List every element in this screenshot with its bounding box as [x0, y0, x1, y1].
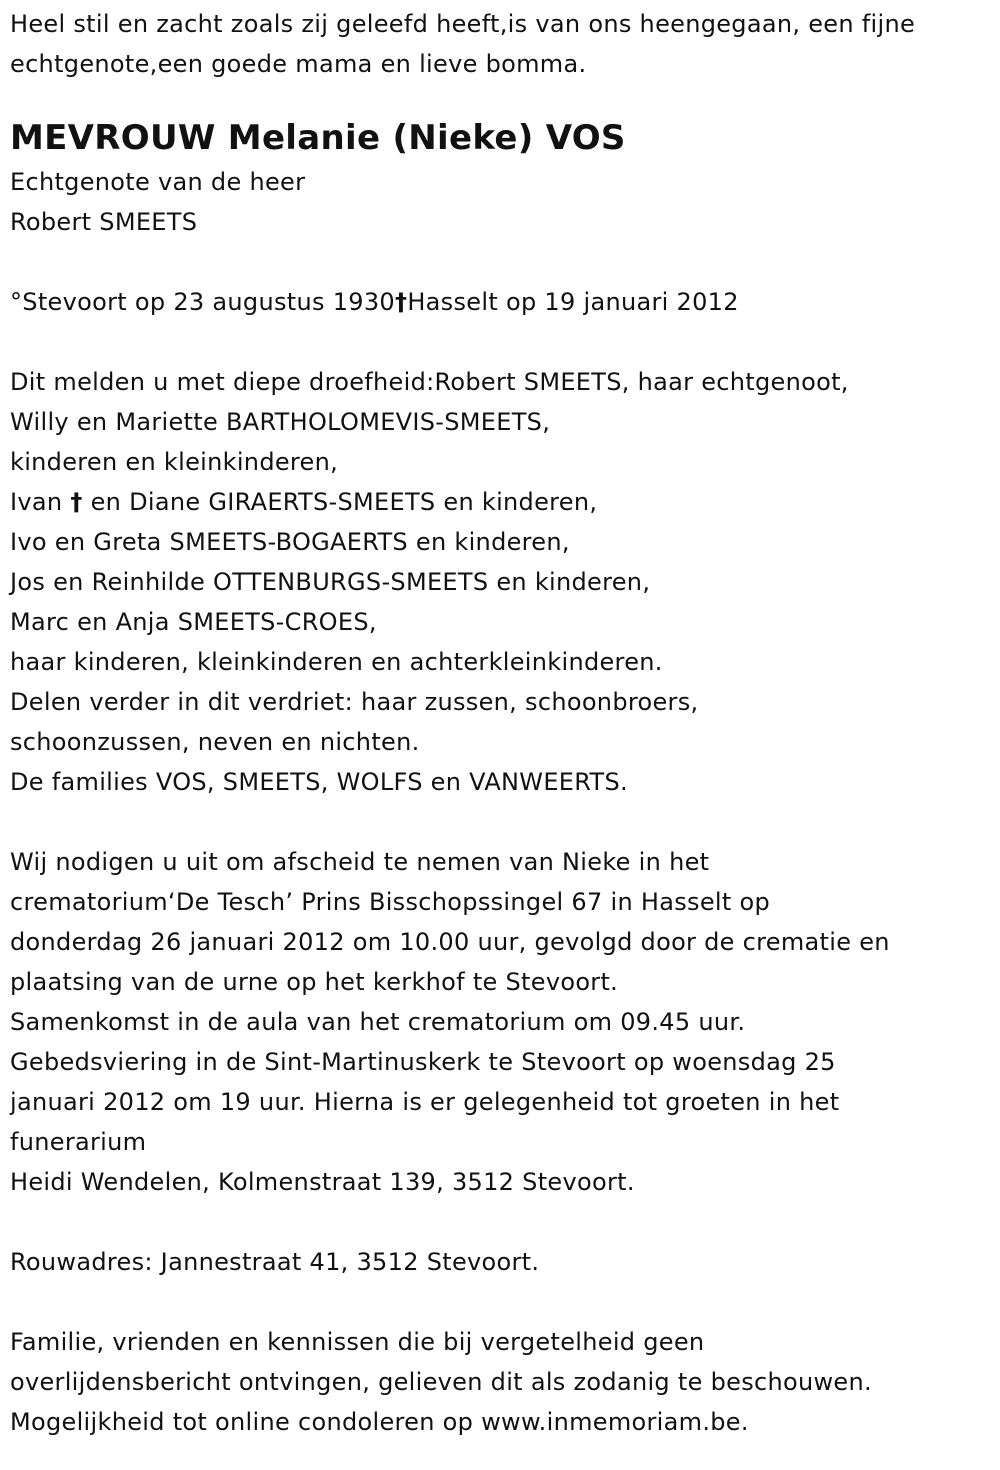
family-line: haar kinderen, kleinkinderen en achterkleinkinderen.: [10, 648, 663, 676]
ceremony-line: Samenkomst in de aula van het crematorium om 09.45 uur.: [10, 1008, 746, 1036]
intro-line: echtgenote,een goede mama en lieve bomma.: [10, 50, 587, 78]
spacer: [10, 1282, 995, 1322]
family-announcement: [10, 362, 995, 802]
closing-line: Familie, vrienden en kennissen die bij vergetelheid geen: [10, 1328, 705, 1356]
family-line: Dit melden u met diepe droefheid:Robert SMEETS, haar echtgenoot,: [10, 368, 849, 396]
ceremony-line: donderdag 26 januari 2012 om 10.00 uur, gevolgd door de crematie en: [10, 928, 890, 956]
birth-date: °Stevoort op 23 augustus 1930: [10, 288, 396, 316]
deceased-name-heading: MEVROUW Melanie (Nieke) VOS: [10, 118, 626, 158]
ceremony-line: Wij nodigen u uit om afscheid te nemen van Nieke in het: [10, 848, 710, 876]
family-line: Jos en Reinhilde OTTENBURGS-SMEETS en kinderen,: [10, 568, 651, 596]
spacer: [10, 802, 995, 842]
spouse-block: [10, 162, 995, 242]
spacer: [10, 1202, 995, 1242]
family-line: schoonzussen, neven en nichten.: [10, 728, 420, 756]
spacer: [10, 242, 995, 282]
family-name: Ivan: [10, 488, 71, 516]
family-line: [10, 482, 995, 522]
spouse-name: Robert SMEETS: [10, 208, 198, 236]
mourning-address: Rouwadres: Jannestraat 41, 3512 Stevoort.: [10, 1248, 540, 1276]
ceremony-line: Gebedsviering in de Sint-Martinuskerk te Stevoort op woensdag 25: [10, 1048, 836, 1076]
family-line: Ivo en Greta SMEETS-BOGAERTS en kinderen,: [10, 528, 570, 556]
closing-paragraph: [10, 1322, 995, 1442]
closing-line: overlijdensbericht ontvingen, gelieven dit als zodanig te beschouwen.: [10, 1368, 872, 1396]
ceremony-line: crematorium‘De Tesch’ Prins Bisschopssingel 67 in Hasselt op: [10, 888, 771, 916]
intro-paragraph: [10, 4, 995, 84]
ceremony-line: plaatsing van de urne op het kerkhof te Stevoort.: [10, 968, 619, 996]
family-name: en Diane GIRAERTS-SMEETS en kinderen,: [82, 488, 598, 516]
spouse-line: Echtgenote van de heer: [10, 168, 306, 196]
family-line: Willy en Mariette BARTHOLOMEVIS-SMEETS,: [10, 408, 551, 436]
obituary-notice: [10, 4, 995, 1442]
intro-line: Heel stil en zacht zoals zij geleefd heeft,is van ons heengegaan, een fijne: [10, 10, 916, 38]
ceremony-details: [10, 842, 995, 1202]
cross-icon: †: [395, 288, 408, 316]
family-line: De families VOS, SMEETS, WOLFS en VANWEERTS.: [10, 768, 628, 796]
family-line: Delen verder in dit verdriet: haar zussen, schoonbroers,: [10, 688, 699, 716]
closing-line: Mogelijkheid tot online condoleren op www.inmemoriam.be.: [10, 1408, 749, 1436]
death-date: Hasselt op 19 januari 2012: [407, 288, 739, 316]
family-line: kinderen en kleinkinderen,: [10, 448, 339, 476]
ceremony-line: funerarium: [10, 1128, 147, 1156]
family-line: Marc en Anja SMEETS-CROES,: [10, 608, 377, 636]
spacer: [10, 322, 995, 362]
life-dates: [10, 282, 995, 322]
ceremony-line: Heidi Wendelen, Kolmenstraat 139, 3512 Stevoort.: [10, 1168, 635, 1196]
cross-icon: †: [70, 488, 83, 516]
ceremony-line: januari 2012 om 19 uur. Hierna is er gelegenheid tot groeten in het: [10, 1088, 840, 1116]
